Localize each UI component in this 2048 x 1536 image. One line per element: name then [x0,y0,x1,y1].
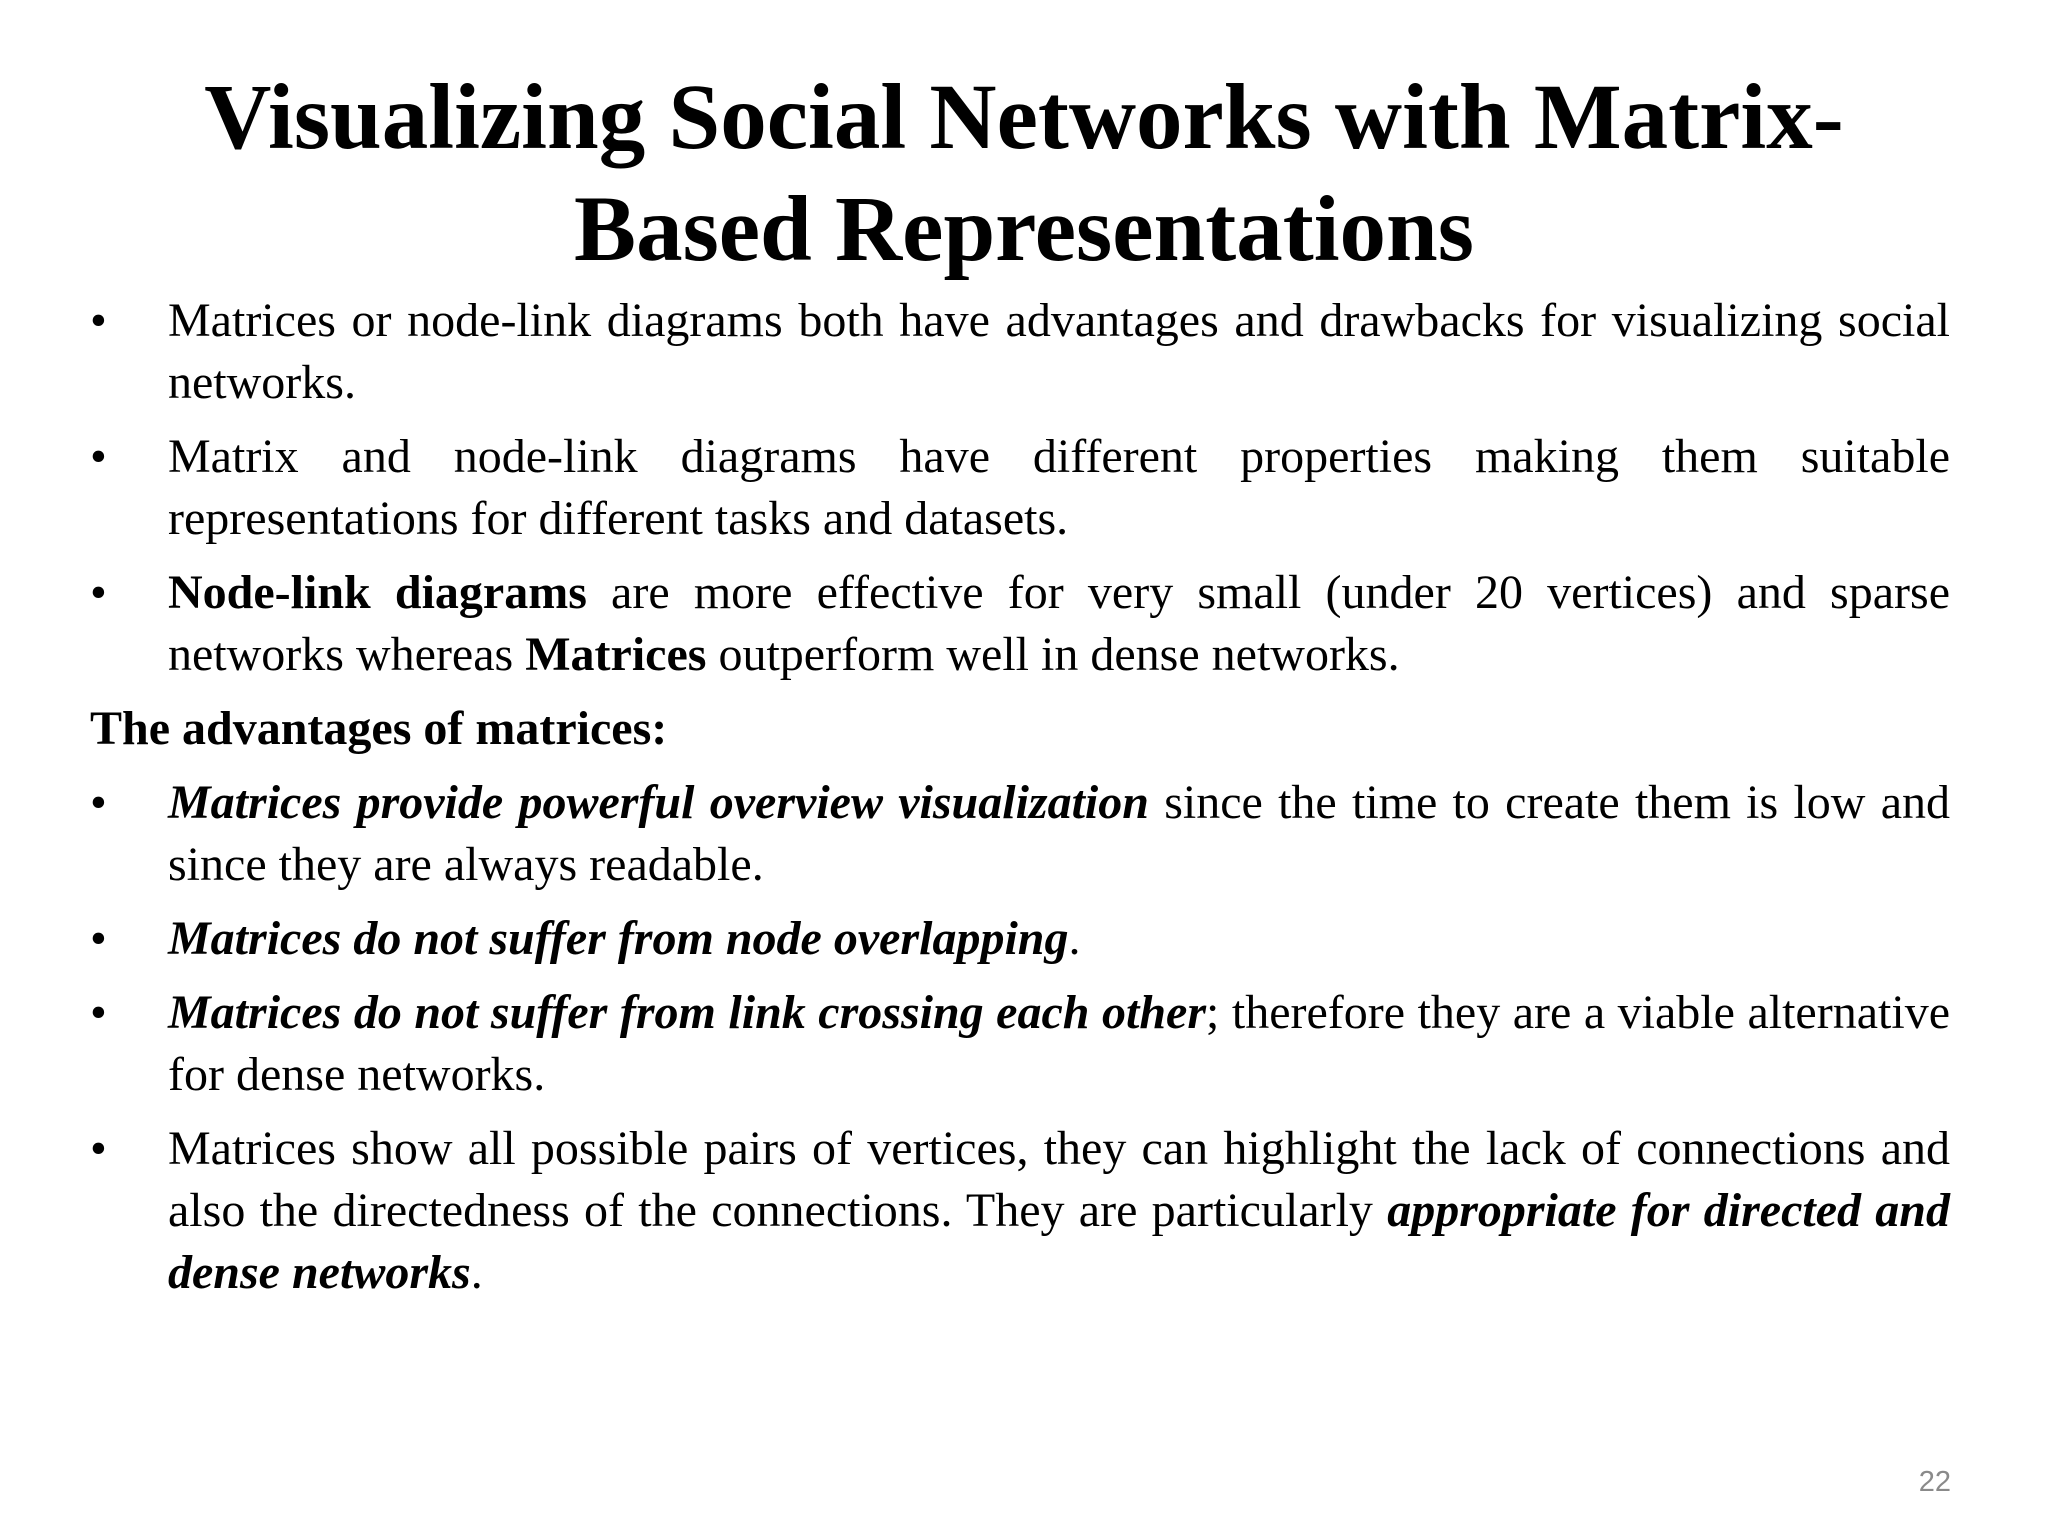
bullet-item [90,426,1950,550]
bullet-text: are more effective for very small (under 20 vertices) and sparse networks whereas [168,566,1950,681]
bullet-marker: • [90,912,107,965]
bullet-item [90,772,1950,896]
emphasis-text: Matrices do not suffer from node overlapping [168,912,1069,965]
bullet-marker: • [90,776,107,829]
slide-title [0,62,2048,286]
bullet-marker: • [90,986,107,1039]
emphasis-text: Matrices do not suffer from link crossing each other [168,986,1206,1039]
bullet-text: . [470,1246,483,1299]
bold-term-matrices: Matrices [525,628,707,681]
slide-title-line-2: Based Representations [574,178,1474,281]
bullet-text: Matrices or node-link diagrams both have advantages and drawbacks for visualizing social networks. [168,294,1950,409]
emphasis-text: appropriate for directed and dense networks [168,1184,1950,1299]
bullet-item [90,1118,1950,1304]
page-number: 22 [1918,1466,1951,1498]
slide-title-line-1: Visualizing Social Networks with Matrix- [204,66,1844,169]
bullet-text: ; therefore they are a viable alternative for dense networks. [168,986,1950,1101]
bullet-text: . [1068,912,1081,965]
bullet-item [90,982,1950,1106]
bullet-marker: • [90,1122,107,1175]
bullet-item [90,290,1950,414]
bullet-item [90,908,1950,970]
bold-term-node-link: Node-link diagrams [168,566,587,619]
bullet-text: outperform well in dense networks. [706,628,1400,681]
bullet-text: Matrices show all possible pairs of vertices, they can highlight the lack of connections and also the directedness of the connections. They are particularly [168,1122,1950,1237]
bullet-marker: • [90,294,107,347]
bullet-text: since the time to create them is low and since they are always readable. [168,776,1951,891]
bullet-text: Matrix and node-link diagrams have different properties making them suitable representations for different tasks and datasets. [168,430,1950,545]
bullet-marker: • [90,430,107,483]
emphasis-text: Matrices provide powerful overview visualization [168,776,1149,829]
bullet-item [90,562,1950,686]
bullet-marker: • [90,566,107,619]
slide-body [90,290,1950,1316]
advantages-heading: The advantages of matrices: [90,702,668,755]
